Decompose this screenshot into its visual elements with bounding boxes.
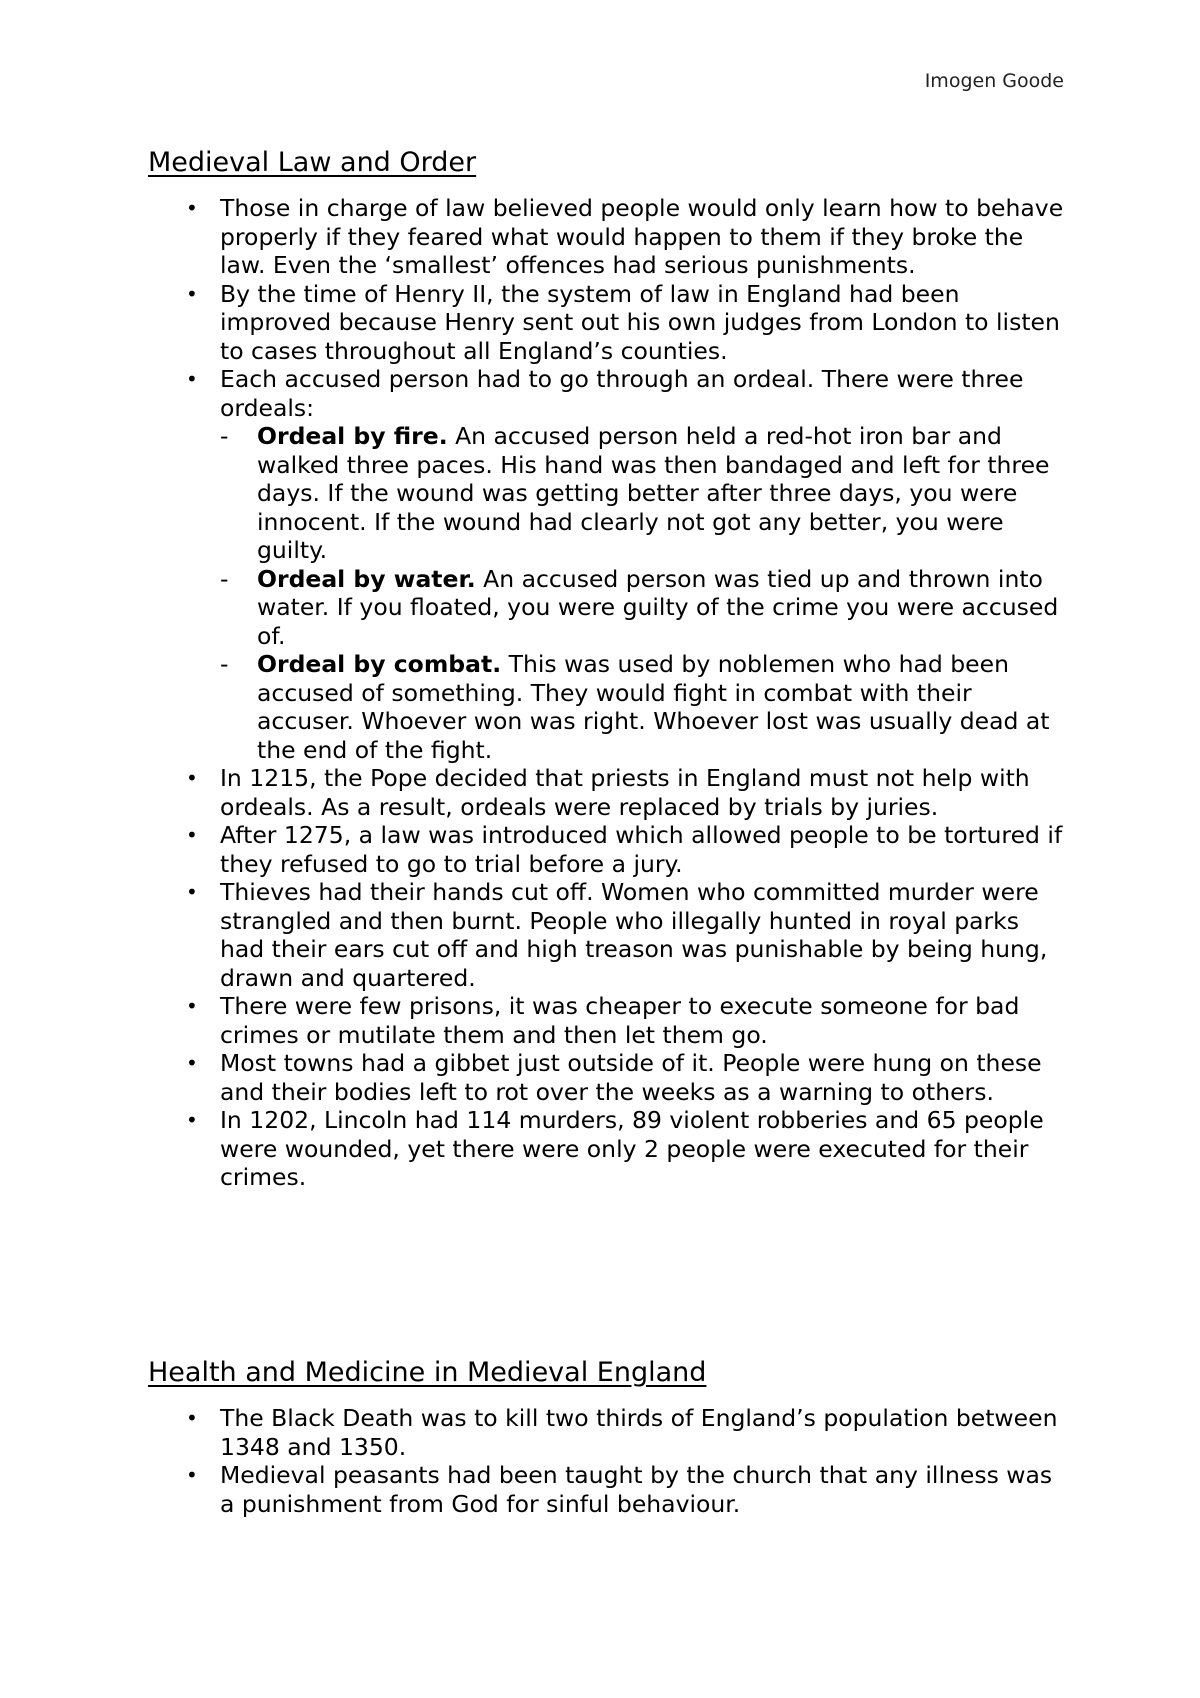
list-item [148, 992, 1068, 1049]
bullet-list [148, 194, 1068, 1192]
list-item [148, 821, 1068, 878]
list-item-text: Thieves had their hands cut off. Women who committed murder were strangled and then burnt. People who illegally hunted in royal parks had their ears cut off and high treason was punishable by being hung, drawn and quartered. [220, 878, 1048, 992]
bullet-icon: • [186, 994, 198, 1018]
ordeal-name: Ordeal by fire. [257, 422, 448, 450]
list-item-text: Medieval peasants had been taught by the church that any illness was a punishment from God for sinful behaviour. [220, 1461, 1053, 1518]
ordeal-item [220, 650, 1068, 764]
section-health-and-medicine [148, 1356, 1068, 1518]
ordeal-item [220, 422, 1068, 565]
list-item-text: Each accused person had to go through an ordeal. There were three ordeals: [220, 365, 1024, 422]
list-item-text: There were few prisons, it was cheaper to execute someone for bad crimes or mutilate them and then let them go. [220, 992, 1020, 1049]
section-title: Health and Medicine in Medieval England [148, 1357, 707, 1388]
bullet-icon: • [186, 1108, 198, 1132]
bullet-icon: • [186, 1051, 198, 1075]
author-name: Imogen Goode [924, 70, 1064, 92]
dash-icon: - [220, 422, 229, 450]
ordeal-list [220, 422, 1068, 764]
bullet-list [148, 1404, 1068, 1518]
list-item-text: By the time of Henry II, the system of law in England had been improved because Henry sent out his own judges from London to listen to cases throughout all England’s counties. [220, 279, 1060, 365]
dash-icon: - [220, 564, 229, 593]
list-item [148, 764, 1068, 821]
list-item [148, 1404, 1068, 1461]
list-item-text: The Black Death was to kill two thirds of England’s population between 1348 and 1350. [220, 1404, 1058, 1461]
bullet-icon: • [186, 1406, 198, 1430]
list-item-text: After 1275, a law was introduced which allowed people to be tortured if they refused to go to trial before a jury. [220, 821, 1063, 878]
list-item-text: Those in charge of law believed people would only learn how to behave properly if they feared what would happen to them if they broke the law. Even the ‘smallest’ offences had serious punishments. [220, 194, 1064, 279]
list-item [148, 878, 1068, 992]
ordeal-item [220, 565, 1068, 651]
ordeal-name: Ordeal by water. [257, 564, 476, 593]
list-item [148, 194, 1068, 280]
bullet-icon: • [186, 367, 198, 391]
list-item-text: In 1215, the Pope decided that priests in England must not help with ordeals. As a result, ordeals were replaced by trials by juries. [220, 764, 1030, 821]
bullet-icon: • [186, 1463, 198, 1487]
bullet-icon: • [186, 823, 198, 847]
ordeal-description: An accused person held a red-hot iron bar and walked three paces. His hand was then bandaged and left for three days. If the wound was getting better after three days, you were innocent. If the wound had clearly not got any better, you were guilty. [257, 422, 1050, 564]
ordeal-name: Ordeal by combat. [257, 650, 502, 678]
list-item [148, 365, 1068, 764]
list-item [148, 1106, 1068, 1192]
section-law-and-order [148, 146, 1068, 1192]
ordeal-description: This was used by noblemen who had been accused of something. They would fight in combat with their accuser. Whoever won was right. Whoever lost was usually dead at the end of the fight. [257, 650, 1050, 764]
list-item [148, 1461, 1068, 1518]
ordeal-description: An accused person was tied up and thrown into water. If you floated, you were guilty of the crime you were accused of. [257, 564, 1059, 650]
list-item [148, 1049, 1068, 1106]
bullet-icon: • [186, 281, 198, 306]
list-item [148, 280, 1068, 366]
dash-icon: - [220, 650, 229, 678]
section-title: Medieval Law and Order [148, 147, 477, 178]
list-item-text: Most towns had a gibbet just outside of it. People were hung on these and their bodies left to rot over the weeks as a warning to others. [220, 1049, 1042, 1106]
bullet-icon: • [186, 766, 198, 790]
list-item-text: In 1202, Lincoln had 114 murders, 89 violent robberies and 65 people were wounded, yet there were only 2 people were executed for their crimes. [220, 1106, 1044, 1191]
bullet-icon: • [186, 880, 198, 904]
bullet-icon: • [186, 196, 198, 220]
